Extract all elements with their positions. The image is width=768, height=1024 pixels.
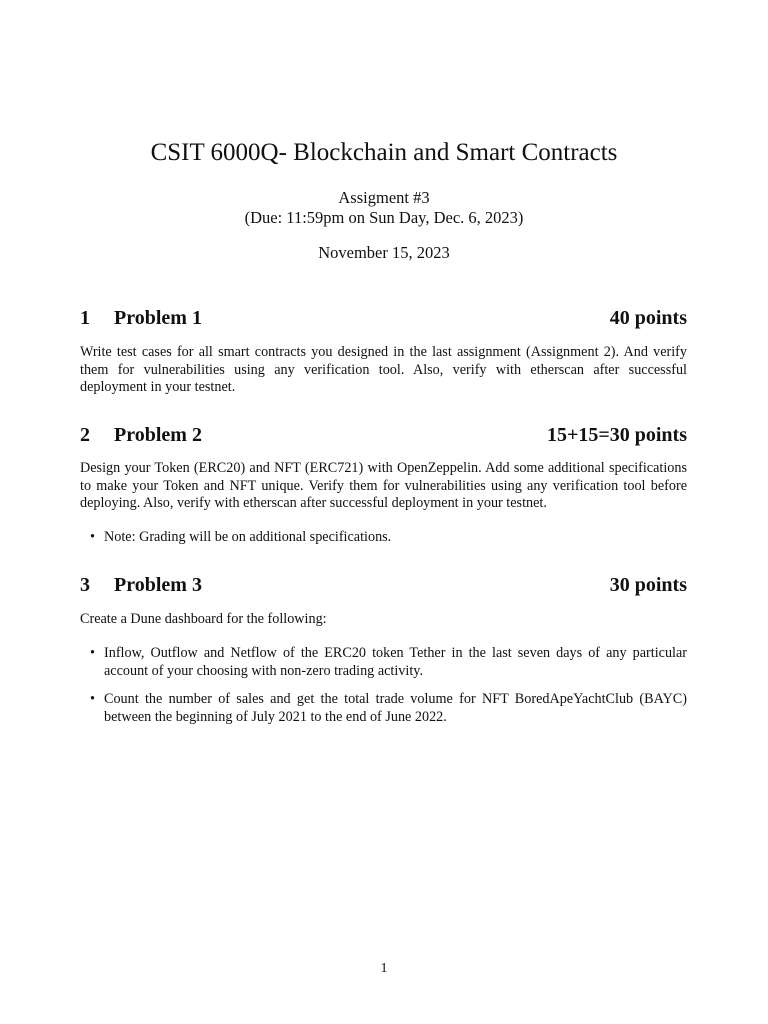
bullet-text: Note: Grading will be on additional specifications. (104, 529, 392, 545)
document-title: CSIT 6000Q- Blockchain and Smart Contracts (150, 139, 618, 166)
section-1-body: Write test cases for all smart contracts you designed in the last assignment (Assignment 2). And verify them for vulnerabilities using any verification tool. Also, verify with etherscan after successful deployment in your testnet. (80, 344, 687, 395)
section-1-heading (80, 305, 687, 331)
section-title: Problem 2 (114, 424, 202, 446)
section-3-body: Create a Dune dashboard for the following: (80, 611, 327, 627)
section-title: Problem 3 (114, 574, 202, 596)
bullet-text: Inflow, Outflow and Netflow of the ERC20 token Tether in the last seven days of any particular account of your choosing with non-zero trading activity. (104, 645, 687, 679)
page-number: 1 (380, 961, 388, 976)
bullet-item (90, 645, 687, 680)
bullet-item (90, 529, 687, 547)
section-number: 1 (80, 307, 90, 329)
section-points: 15+15=30 points (546, 424, 687, 446)
document-date: November 15, 2023 (318, 243, 450, 262)
assignment-number: Assigment #3 (338, 188, 430, 207)
section-3-heading (80, 572, 687, 598)
bullet-text: Count the number of sales and get the total trade volume for NFT BoredApeYachtClub (BAYC) between the beginning of July 2021 to the end of June 2022. (104, 691, 687, 725)
section-number: 2 (80, 424, 90, 446)
section-points: 40 points (609, 307, 687, 329)
bullet-item (90, 691, 687, 726)
bullet-icon: • (90, 529, 95, 545)
section-points: 30 points (609, 574, 687, 596)
section-2-body: Design your Token (ERC20) and NFT (ERC721) with OpenZeppelin. Add some additional specifications to make your Token and NFT unique. Verify them for vulnerabilities using any verification tool before deploying. Also, verify with etherscan after successful deployment in your testnet. (80, 460, 687, 511)
bullet-icon: • (90, 691, 95, 707)
section-title: Problem 1 (114, 307, 202, 329)
bullet-icon: • (90, 645, 95, 661)
section-2-heading (80, 422, 687, 448)
section-number: 3 (80, 574, 90, 596)
due-date: (Due: 11:59pm on Sun Day, Dec. 6, 2023) (244, 208, 524, 227)
